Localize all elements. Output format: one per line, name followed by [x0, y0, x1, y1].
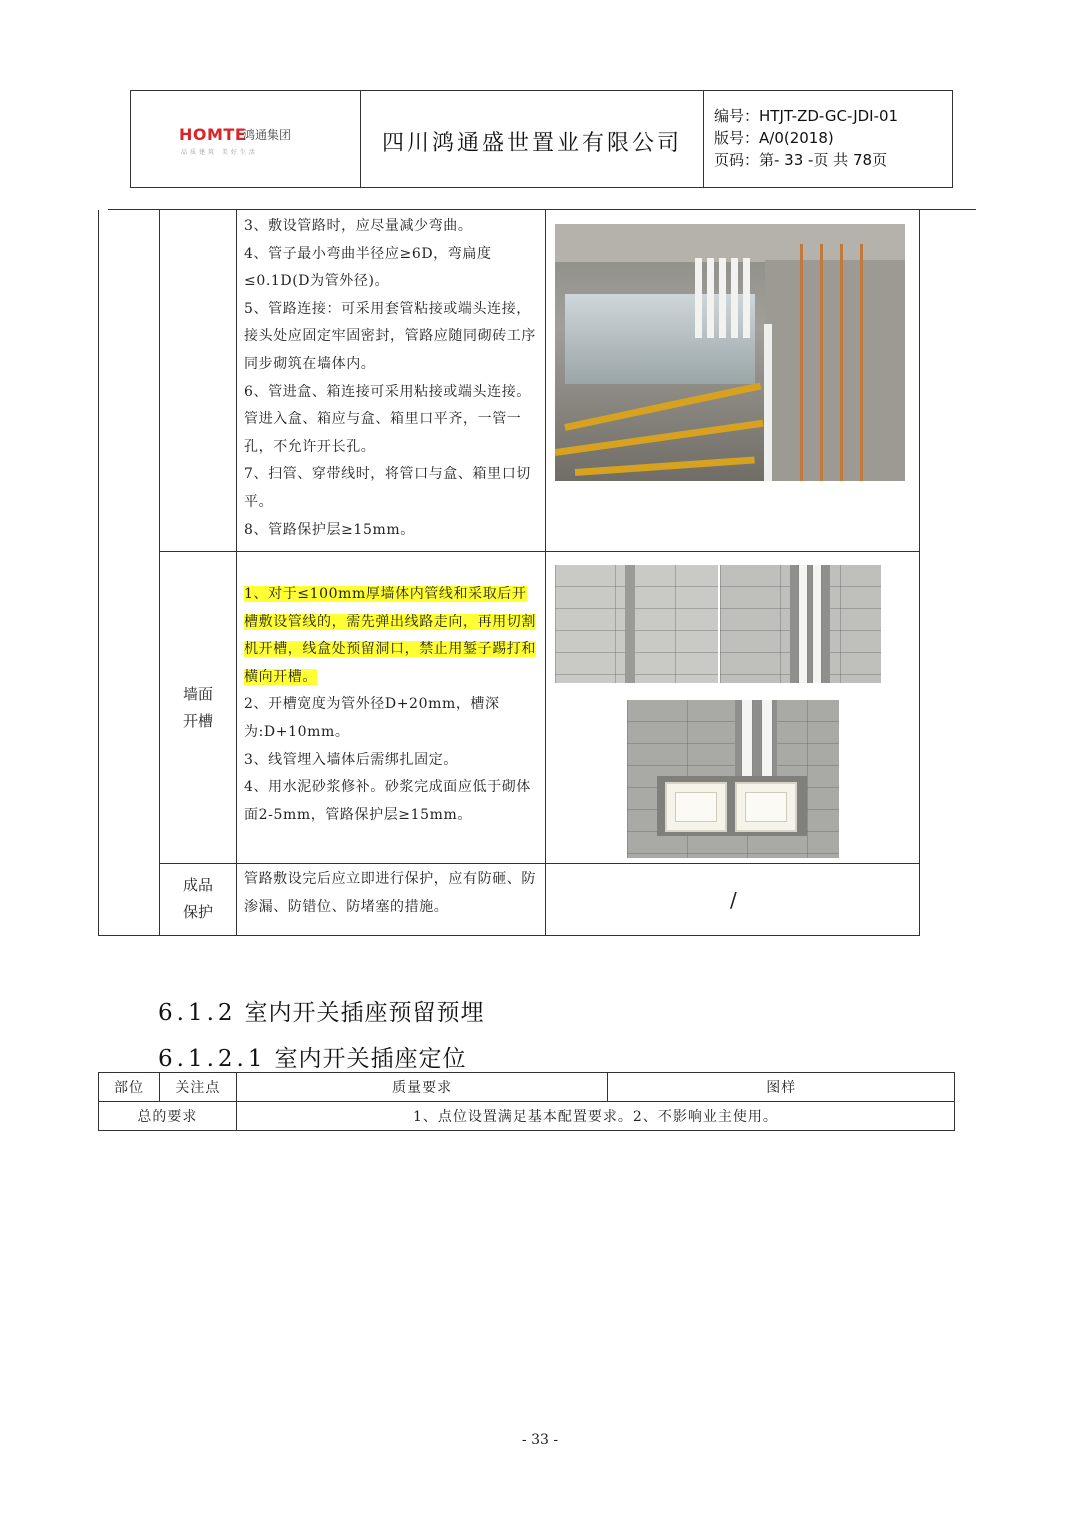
focus-label-line: 墙面: [182, 685, 213, 703]
table-row-divider: [159, 863, 919, 864]
requirements-finished-protection: [244, 866, 538, 921]
requirement-item: 7、扫管、穿带线时，将管口与盒、箱里口切平。: [244, 466, 531, 510]
focus-wall-slotting: [160, 681, 236, 735]
section-number: 6.1.2: [158, 1000, 237, 1026]
table-divider-col2: [236, 210, 237, 936]
table-row-divider: [159, 551, 919, 552]
doc-version: 版号：A/0(2018): [714, 129, 834, 147]
requirement-item: 6、管进盒、箱连接可采用粘接或端头连接。管进入盒、箱应与盒、箱里口平齐，一管一孔，不允许开长孔。: [244, 383, 531, 455]
requirement-item: 3、敷设管路时，应尽量减少弯曲。: [244, 218, 473, 234]
highlighted-text: 1、对于≤100mm厚墙体内管线和采取后开槽敷设管线的，需先弹出线路走向，再用切割机开槽，线盒处预留洞口，禁止用錾子踢打和横向开槽。: [244, 586, 536, 685]
header-cell-focus: 关注点: [159, 1073, 236, 1102]
table-row: [99, 1102, 955, 1131]
company-name: 四川鸿通盛世置业有限公司: [361, 91, 704, 187]
photo-slotted-wall-pipes: [720, 565, 881, 683]
table-header-row: [99, 1073, 955, 1102]
photo-wall-blocks: [555, 565, 718, 683]
requirements-conduit-laying: [244, 213, 538, 544]
table-border-bottom: [98, 935, 919, 936]
logo-chinese-name: 鸿通集团: [243, 128, 292, 142]
page-number: - 33 -: [521, 1432, 559, 1448]
focus-finished-protection: [160, 872, 236, 926]
logo-tagline: 品质建筑 美好生活: [181, 149, 258, 156]
header-cell-part: 部位: [99, 1073, 160, 1102]
doc-page-info: 页码：第- 33 -页 共 78页: [714, 151, 888, 169]
table-border-left: [98, 210, 99, 936]
requirement-item: 8、管路保护层≥15mm。: [244, 521, 415, 538]
document-header: [130, 90, 953, 188]
section-title: 室内开关插座定位: [274, 1046, 467, 1072]
photo-conduit-installation: [555, 224, 905, 481]
no-image-placeholder: /: [730, 888, 737, 912]
header-cell-figure: 图样: [608, 1073, 955, 1102]
requirement-item: 3、线管埋入墙体后需绑扎固定。: [244, 751, 458, 768]
header-rule: [108, 209, 976, 210]
table-divider-col1: [159, 210, 160, 936]
requirement-item: 4、管子最小弯曲半径应≥6D，弯扁度≤0.1D(D为管外径)。: [244, 245, 492, 290]
requirements-wall-slotting: [244, 581, 538, 829]
section-heading-6-1-2: [158, 994, 485, 1027]
switch-box: [735, 782, 797, 832]
general-requirement-text: 1、点位设置满足基本配置要求。2、不影响业主使用。: [236, 1102, 954, 1131]
section-heading-6-1-2-1: [158, 1040, 466, 1073]
focus-label-line: 成品: [182, 876, 213, 894]
section-number: 6.1.2.1: [158, 1046, 267, 1072]
table-border-right: [919, 210, 920, 936]
requirement-item: 5、管路连接：可采用套管粘接或端头连接，接头处应固定牢固密封，管路应随同砌砖工序同步砌筑在墙体内。: [244, 300, 536, 372]
document-meta: [704, 91, 952, 187]
switch-box: [665, 782, 727, 832]
focus-label-line: 开槽: [182, 712, 213, 730]
photo-junction-boxes: [627, 700, 839, 858]
header-cell-quality: 质量要求: [236, 1073, 608, 1102]
requirement-item: 管路敷设完后应立即进行保护，应有防砸、防渗漏、防错位、防堵塞的措施。: [244, 871, 536, 915]
general-requirement-label: 总的要求: [99, 1102, 237, 1131]
focus-label-line: 保护: [182, 903, 213, 921]
requirement-item-highlighted: [244, 581, 538, 691]
requirement-item: 4、用水泥砂浆修补。砂浆完成面应低于砌体面2-5mm，管路保护层≥15mm。: [244, 779, 531, 823]
company-logo: [131, 91, 361, 187]
requirement-item: 2、开槽宽度为管外径D+20mm，槽深为:D+10mm。: [244, 696, 500, 740]
section-title: 室内开关插座预留预埋: [244, 1000, 485, 1026]
logo-mark: HOMTE: [179, 125, 247, 144]
switch-socket-table: [98, 1072, 955, 1131]
table-divider-col3: [545, 210, 546, 936]
doc-number: 编号：HTJT-ZD-GC-JDⅠ-01: [714, 107, 899, 125]
